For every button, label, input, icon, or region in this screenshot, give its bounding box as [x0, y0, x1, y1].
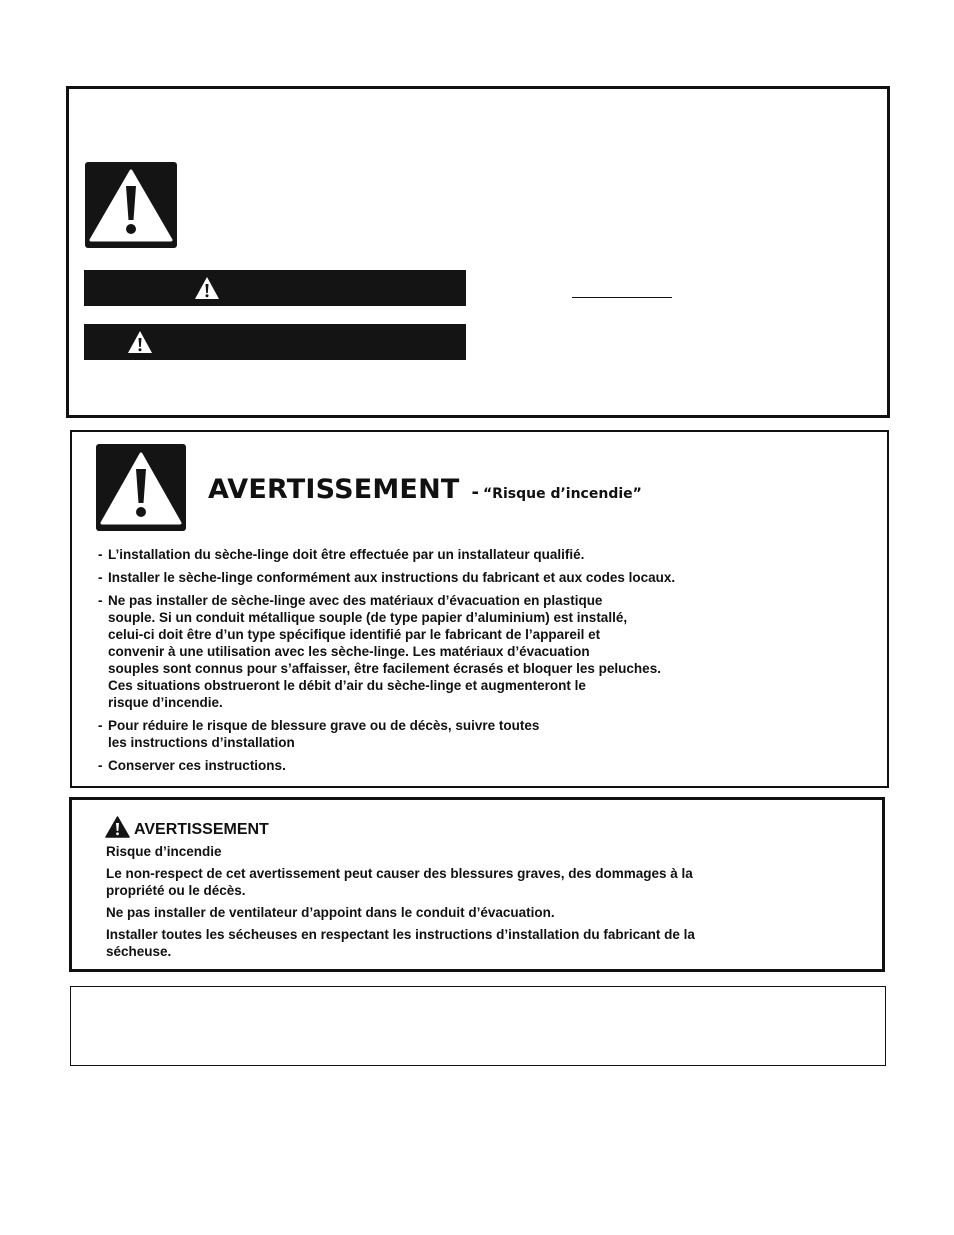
instruction-line: Ces situations obstrueront le débit d’air du sèche-linge et augmenteront le	[108, 678, 586, 693]
instruction-item	[98, 717, 798, 751]
instruction-line: Ne pas installer de sèche-linge avec des matériaux d’évacuation en plastique	[108, 593, 603, 608]
instruction-list	[98, 546, 798, 780]
instruction-line: convenir à une utilisation avec les sèche-linge. Les matériaux d’évacuation	[108, 644, 590, 659]
instruction-line: les instructions d’installation	[108, 735, 295, 750]
instruction-item	[98, 592, 798, 711]
warning-triangle-icon	[105, 816, 130, 838]
warning-subtitle: “Risque d’incendie”	[482, 486, 642, 502]
warning-banner	[84, 324, 466, 360]
warning-triangle-icon	[96, 444, 186, 531]
list-dash: -	[98, 570, 103, 585]
warning-heading: AVERTISSEMENT	[134, 821, 269, 838]
list-dash: -	[98, 593, 103, 608]
title-dash: -	[471, 482, 479, 503]
instruction-text: Ne pas installer de ventilateur d’appoint dans le conduit d’évacuation.	[106, 905, 555, 920]
underline-rule	[572, 297, 672, 298]
danger-banner	[84, 270, 466, 306]
consequence-text: Le non-respect de cet avertissement peut causer des blessures graves, des dommages à la propriété ou le décès.	[106, 866, 693, 898]
instruction-line: risque d’incendie.	[108, 695, 223, 710]
warning-triangle-icon	[194, 276, 220, 300]
warning-heading: AVERTISSEMENT	[208, 474, 460, 505]
instruction-item	[98, 757, 798, 774]
instruction-line: Installer le sèche-linge conformément aux instructions du fabricant et aux codes locaux.	[108, 570, 676, 585]
instruction-line: Pour réduire le risque de blessure grave ou de décès, suivre toutes	[108, 718, 540, 733]
warning-heading-row	[105, 816, 269, 839]
instruction-item	[98, 569, 798, 586]
warning-triangle-icon	[127, 330, 153, 354]
warning-triangle-icon	[85, 162, 177, 248]
warning-title	[208, 474, 642, 505]
instruction-line: L’installation du sèche-linge doit être effectuée par un installateur qualifié.	[108, 547, 585, 562]
booster-fan-warning-box	[69, 797, 885, 972]
list-dash: -	[98, 758, 103, 773]
instruction-line: souple. Si un conduit métallique souple (de type papier d’aluminium) est installé,	[108, 610, 628, 625]
instruction-item	[98, 546, 798, 563]
empty-note-box	[70, 986, 886, 1066]
fire-hazard-warning-box	[70, 430, 889, 788]
instruction-line: celui-ci doit être d’un type spécifique identifié par le fabricant de l’appareil et	[108, 627, 601, 642]
instruction-line: Conserver ces instructions.	[108, 758, 286, 773]
instruction-line: souples sont connus pour s’affaisser, être facilement écrasés et bloquer les peluches.	[108, 661, 661, 676]
hazard-type: Risque d’incendie	[106, 844, 222, 859]
instruction-text: Installer toutes les sécheuses en respectant les instructions d’installation du fabricant de la sécheuse.	[106, 927, 695, 959]
safety-header-box	[66, 86, 890, 418]
list-dash: -	[98, 718, 103, 733]
list-dash: -	[98, 547, 103, 562]
